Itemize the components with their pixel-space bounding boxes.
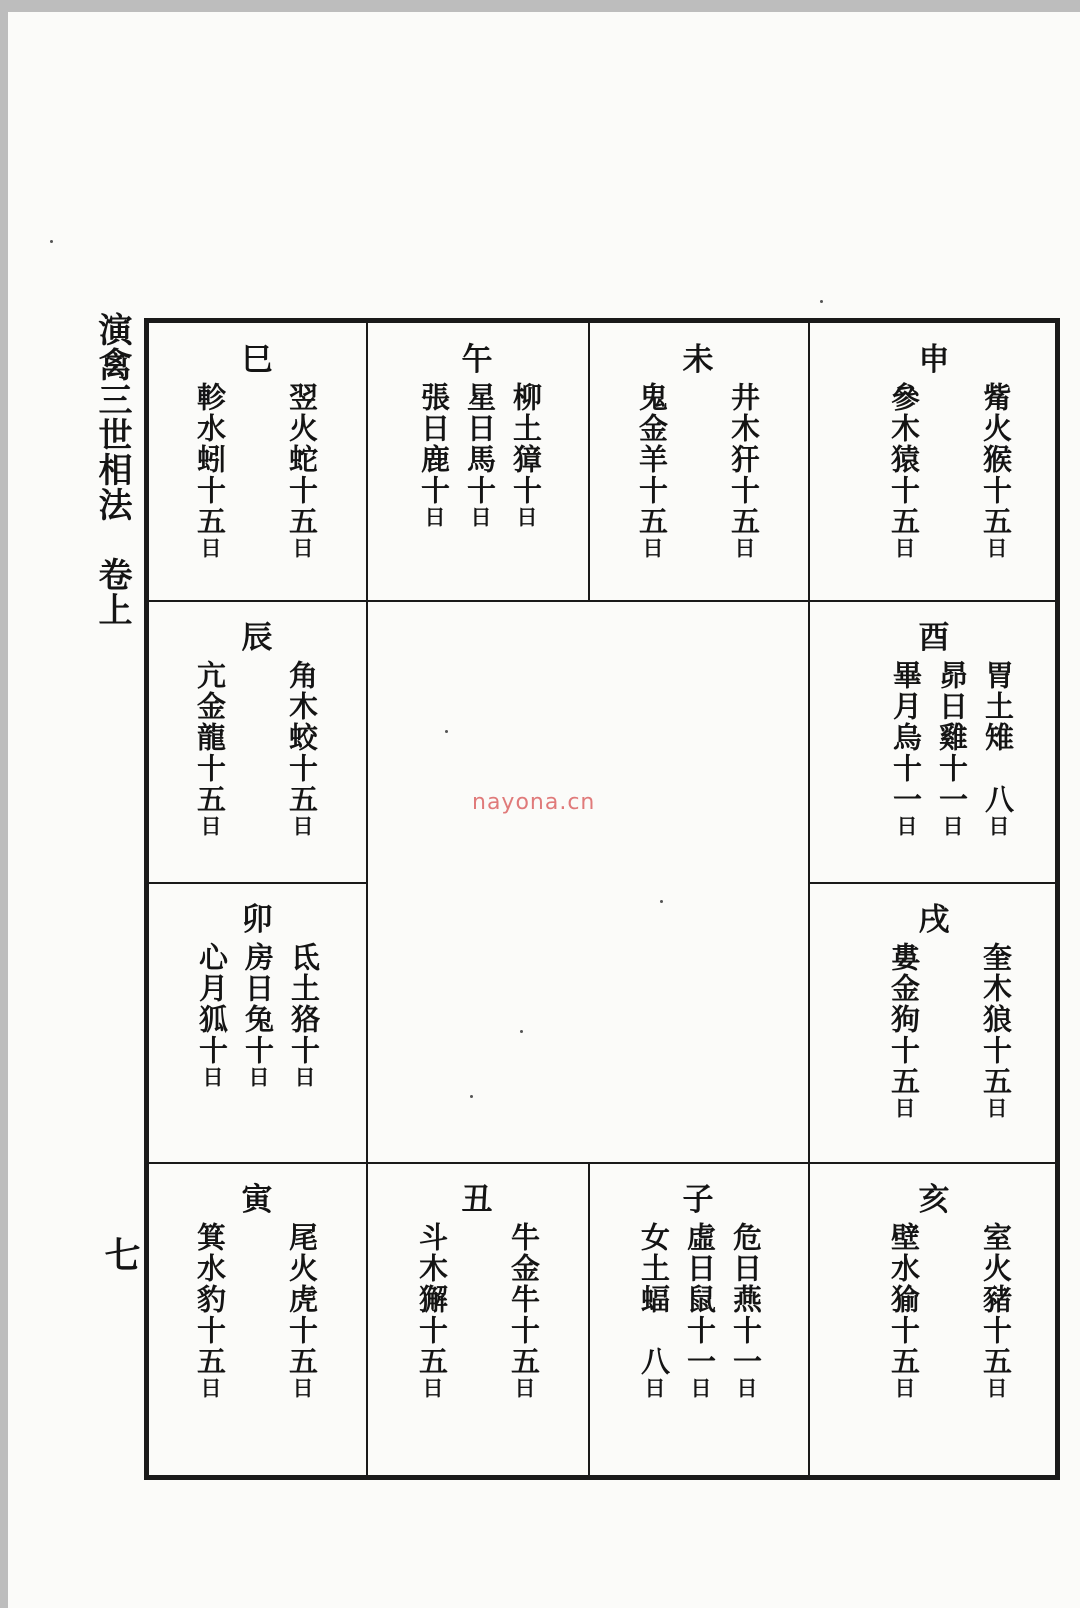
star-column — [979, 942, 1013, 1120]
star-column — [415, 1222, 449, 1400]
earthly-branch-label: 丑 — [461, 1182, 493, 1218]
star-column — [683, 1222, 717, 1400]
star-text: 虛日鼠十一 — [683, 1222, 717, 1377]
day-unit: 日 — [512, 1377, 537, 1400]
grid-cell — [366, 322, 588, 600]
day-unit: 日 — [198, 1377, 223, 1400]
day-unit: 日 — [732, 537, 757, 560]
star-column — [887, 1222, 921, 1400]
day-unit: 日 — [246, 1066, 271, 1089]
frame-left-border — [144, 318, 149, 1480]
earthly-branch-label: 子 — [682, 1182, 714, 1218]
star-text: 張日鹿十 — [417, 382, 451, 506]
frame-bottom-border — [144, 1475, 1060, 1480]
day-unit: 日 — [514, 506, 539, 529]
grid-cell — [148, 882, 366, 1162]
day-unit: 日 — [892, 537, 917, 560]
star-text: 翌火蛇十五 — [285, 382, 319, 537]
star-text: 女土蝠 八 — [637, 1222, 671, 1377]
earthly-branch-label: 酉 — [918, 620, 950, 656]
star-column — [241, 942, 275, 1089]
star-column — [195, 942, 229, 1089]
star-text: 柳土獐十 — [509, 382, 543, 506]
earthly-branch-label: 卯 — [241, 902, 273, 938]
star-column — [463, 382, 497, 529]
star-column — [979, 382, 1013, 560]
star-column — [193, 660, 227, 838]
star-text: 鬼金羊十五 — [635, 382, 669, 537]
day-unit: 日 — [984, 537, 1009, 560]
ink-speck — [470, 1095, 473, 1098]
earthly-branch-label: 申 — [918, 342, 950, 378]
day-unit: 日 — [198, 815, 223, 838]
day-unit: 日 — [984, 1097, 1009, 1120]
grid-divider — [148, 882, 366, 884]
grid-cell — [148, 1162, 366, 1479]
star-grid — [148, 322, 1060, 1479]
star-column — [417, 382, 451, 529]
grid-cell — [148, 322, 366, 600]
grid-cell — [148, 600, 366, 882]
watermark: nayona.cn — [472, 790, 596, 815]
star-column — [889, 660, 923, 838]
earthly-branch-label: 亥 — [918, 1182, 950, 1218]
ink-speck — [445, 730, 448, 733]
star-text: 井木犴十五 — [727, 382, 761, 537]
day-unit: 日 — [198, 537, 223, 560]
star-text: 軫水蚓十五 — [193, 382, 227, 537]
earthly-branch-label: 寅 — [241, 1182, 273, 1218]
grid-cell — [588, 1162, 808, 1479]
star-column — [935, 660, 969, 838]
day-unit: 日 — [984, 1377, 1009, 1400]
star-text: 角木蛟十五 — [285, 660, 319, 815]
day-unit: 日 — [290, 815, 315, 838]
grid-divider — [148, 1162, 1060, 1164]
grid-divider — [588, 1162, 590, 1479]
star-column — [285, 660, 319, 838]
grid-cell — [588, 322, 808, 600]
star-text: 氐土狢十 — [287, 942, 321, 1066]
day-unit: 日 — [290, 1377, 315, 1400]
star-column — [727, 382, 761, 560]
ink-speck — [820, 300, 823, 303]
star-column — [509, 382, 543, 529]
star-column — [285, 382, 319, 560]
earthly-branch-label: 辰 — [241, 620, 273, 656]
day-unit: 日 — [892, 1377, 917, 1400]
star-text: 壁水㺄十五 — [887, 1222, 921, 1377]
day-unit: 日 — [640, 537, 665, 560]
day-unit: 日 — [940, 815, 965, 838]
star-column — [979, 1222, 1013, 1400]
ink-speck — [520, 1030, 523, 1033]
star-column — [287, 942, 321, 1089]
star-text: 尾火虎十五 — [285, 1222, 319, 1377]
star-column — [729, 1222, 763, 1400]
day-unit: 日 — [292, 1066, 317, 1089]
grid-cell — [808, 600, 1060, 882]
star-column — [193, 382, 227, 560]
star-column — [507, 1222, 541, 1400]
day-unit: 日 — [420, 1377, 445, 1400]
day-unit: 日 — [468, 506, 493, 529]
grid-divider — [366, 600, 368, 1479]
star-text: 牛金牛十五 — [507, 1222, 541, 1377]
day-unit: 日 — [892, 1097, 917, 1120]
earthly-branch-label: 巳 — [241, 342, 273, 378]
earthly-branch-label: 未 — [682, 342, 714, 378]
star-text: 危日燕十一 — [729, 1222, 763, 1377]
grid-divider — [808, 882, 1060, 884]
frame-top-border — [144, 318, 1060, 323]
day-unit: 日 — [200, 1066, 225, 1089]
star-column — [635, 382, 669, 560]
margin-title: 演禽三世相法 卷上 — [92, 312, 132, 627]
star-column — [887, 382, 921, 560]
star-text: 房日兔十 — [241, 942, 275, 1066]
grid-divider — [588, 322, 590, 600]
grid-divider — [148, 600, 1060, 602]
star-text: 昴日雞十一 — [935, 660, 969, 815]
frame-right-border — [1055, 318, 1060, 1480]
star-column — [193, 1222, 227, 1400]
day-unit: 日 — [734, 1377, 759, 1400]
star-text: 觜火猴十五 — [979, 382, 1013, 537]
star-text: 箕水豹十五 — [193, 1222, 227, 1377]
star-text: 參木猿十五 — [887, 382, 921, 537]
day-unit: 日 — [894, 815, 919, 838]
star-text: 星日馬十 — [463, 382, 497, 506]
star-column — [887, 942, 921, 1120]
grid-cell — [808, 322, 1060, 600]
star-text: 亢金龍十五 — [193, 660, 227, 815]
star-column — [285, 1222, 319, 1400]
page-number: 七 — [99, 1236, 141, 1272]
day-unit: 日 — [422, 506, 447, 529]
star-text: 奎木狼十五 — [979, 942, 1013, 1097]
earthly-branch-label: 午 — [461, 342, 493, 378]
star-text: 斗木獬十五 — [415, 1222, 449, 1377]
day-unit: 日 — [290, 537, 315, 560]
star-text: 室火豬十五 — [979, 1222, 1013, 1377]
day-unit: 日 — [688, 1377, 713, 1400]
grid-divider — [808, 322, 810, 1479]
grid-cell — [808, 882, 1060, 1162]
star-column — [981, 660, 1015, 838]
star-column — [637, 1222, 671, 1400]
ink-speck — [50, 240, 53, 243]
star-text: 胃土雉 八 — [981, 660, 1015, 815]
earthly-branch-label: 戌 — [918, 902, 950, 938]
grid-divider — [366, 322, 368, 600]
grid-cell — [808, 1162, 1060, 1479]
ink-speck — [660, 900, 663, 903]
star-text: 畢月烏十一 — [889, 660, 923, 815]
day-unit: 日 — [986, 815, 1011, 838]
star-text: 心月狐十 — [195, 942, 229, 1066]
star-text: 婁金狗十五 — [887, 942, 921, 1097]
day-unit: 日 — [642, 1377, 667, 1400]
grid-cell — [366, 1162, 588, 1479]
